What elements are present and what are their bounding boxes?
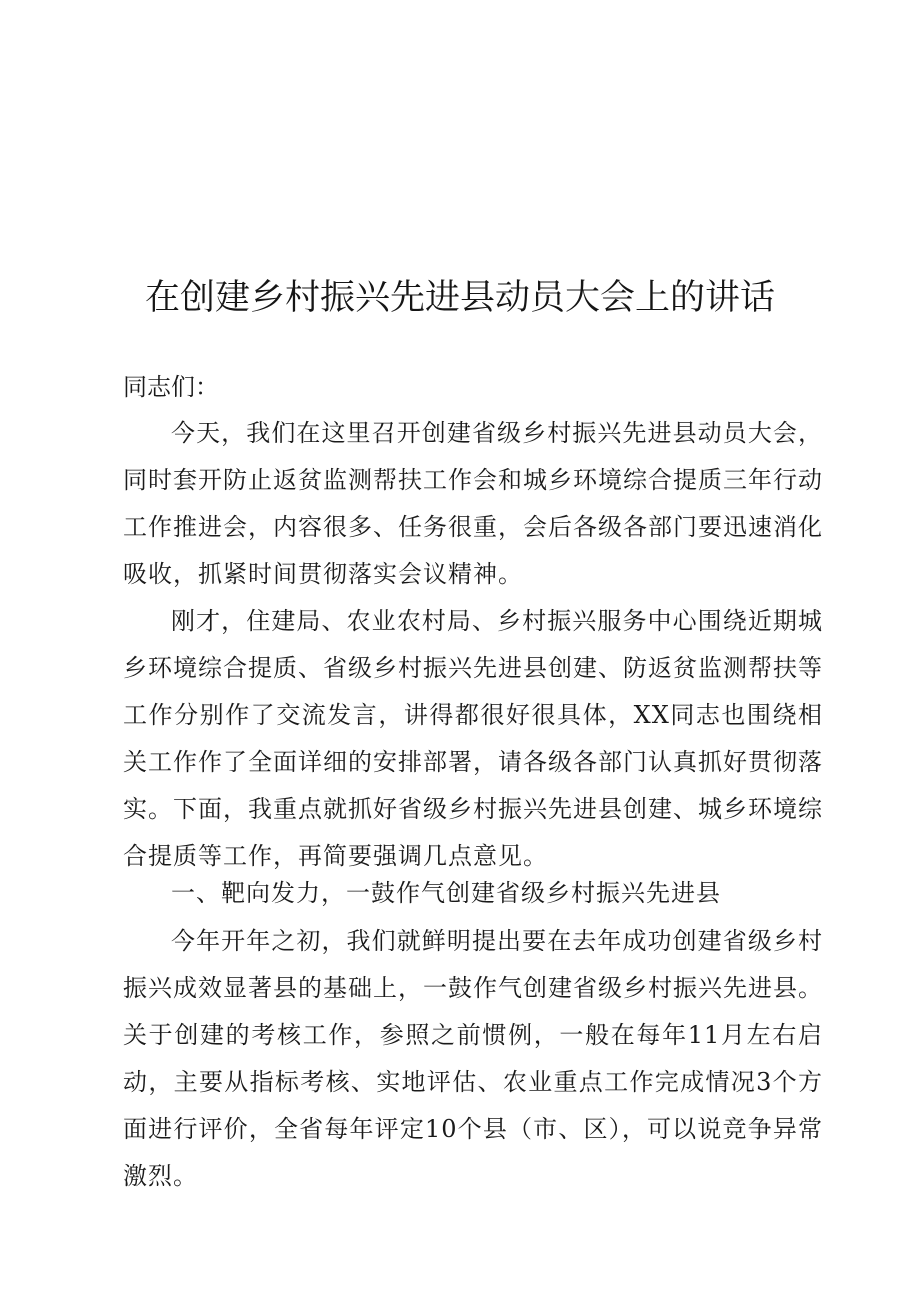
section-heading-1: 一、靶向发力，一鼓作气创建省级乡村振兴先进县 [171,879,721,907]
greeting: 同志们： [123,373,219,401]
paragraph-review: 刚才，住建局、农业农村局、乡村振兴服务中心围绕近期城乡环境综合提质、省级乡村振兴先进县创建、防返贫监测帮扶等工作分别作了交流发言，讲得都很好很具体，XX同志也围绕相关工作作了全面详细的安排部署，请各级各部门认真抓好贯彻落实。下面，我重点就抓好省级乡村振兴先进县创建、城乡环境综合提质等工作，再简要强调几点意见。 [123,607,823,870]
paragraph-opening: 今天，我们在这里召开创建省级乡村振兴先进县动员大会，同时套开防止返贫监测帮扶工作会和城乡环境综合提质三年行动工作推进会，内容很多、任务很重，会后各级各部门要迅速消化吸收，抓紧时间贯彻落实会议精神。 [123,419,823,588]
document-title: 在创建乡村振兴先进县动员大会上的讲话 [144,278,775,318]
paragraph-section-1: 今年开年之初，我们就鲜明提出要在去年成功创建省级乡村振兴成效显著县的基础上，一鼓作气创建省级乡村振兴先进县。关于创建的考核工作，参照之前惯例，一般在每年11月左右启动，主要从指标考核、实地评估、农业重点工作完成情况3个方面进行评价，全省每年评定10个县（市、区），可以说竞争异常激烈。 [123,927,823,1190]
